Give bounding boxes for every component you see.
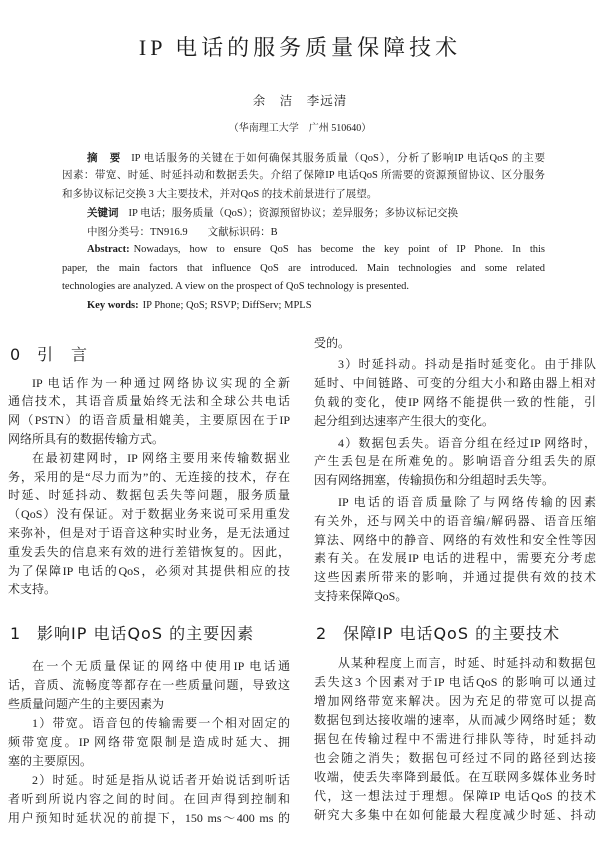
- paragraph: [314, 334, 596, 353]
- body-text-block: [8, 374, 290, 600]
- body-text-block: [8, 657, 290, 828]
- paragraph: [314, 434, 596, 490]
- text-line: 素有关。在发展IP 电话的进程中，需要充分考虑: [314, 551, 596, 566]
- text-line: 通信技术，其语音质量始终无法和全球公共电话: [8, 394, 290, 409]
- doc-code-label: 文献标识码：: [207, 225, 271, 238]
- paragraph: [8, 771, 290, 828]
- text-line: 在一个无质量保证的网络中使用IP 电话通: [32, 658, 290, 673]
- text-line: 者听到所说内容之间的时间。在回声得到控制和: [8, 791, 290, 806]
- section-number: 2: [316, 624, 327, 643]
- paragraph: [314, 493, 596, 606]
- abstract-cn-label: 摘 要: [87, 151, 122, 164]
- text-line: 支持来保障QoS。: [314, 588, 408, 603]
- text-line: 负载的变化，使IP 网络不能提供一致的性能，引: [314, 394, 596, 409]
- keywords-en-label: Key words:: [87, 299, 139, 311]
- paragraph: [8, 449, 290, 599]
- text-line: 这些因素所带来的影响，并通过提供有效的技术: [314, 570, 596, 585]
- text-line: 起分组到达速率产生很大的变化。: [314, 413, 495, 428]
- text-line: 1）带宽。语音包的传输需要一个相对固定的: [32, 715, 290, 730]
- text-line: 来弥补，但是对于语音这种实时业务，是无法通过: [8, 525, 290, 540]
- text-line: 塞的主要原因。: [8, 753, 93, 768]
- section-heading-introduction: [10, 344, 88, 366]
- text-line: 丢失这3 个因素对于IP 电话QoS 的影响可以通过: [314, 674, 596, 689]
- paragraph: [8, 374, 290, 449]
- text-line: 些质量问题产生的主要因素为: [8, 696, 165, 711]
- abstract-cn-line: 和多协议标记交换 3 大主要技术，并对QoS 的技术前景进行了展望。: [62, 188, 378, 200]
- text-line: 4）数据包丢失。语音分组在经过IP 网络时，: [338, 435, 596, 450]
- abstract-en-line: technologies are analyzed. A view on the prospect of QoS technology is presented.: [62, 281, 409, 293]
- section-title: 引 言: [37, 345, 89, 364]
- text-line: 重发丢失的信息来有效的进行差错恢复的。因此，: [8, 544, 290, 559]
- text-line: 据包在传输过程中不需进行排队等待，时延抖动: [314, 731, 596, 746]
- left-column: [8, 0, 290, 842]
- text-line: 延时、中间链路、可变的分组大小和路由器上相对: [314, 376, 596, 391]
- text-line: IP 电话作为一种通过网络协议实现的全新: [32, 375, 290, 390]
- text-line: 话，音质、流畅度等都存在一些质量问题，导致这: [8, 677, 290, 692]
- text-line: 用户预知时延状况的前提下，150 ms～400 ms 的: [8, 810, 290, 825]
- paragraph: [314, 654, 596, 825]
- keywords-cn-label: 关键词: [87, 207, 119, 220]
- section-number: 0: [10, 345, 21, 364]
- section-number: 1: [10, 624, 21, 643]
- body-text-block: [314, 334, 596, 606]
- section-title: 保障IP 电话QoS 的主要技术: [343, 624, 561, 643]
- doc-code-value: B: [270, 226, 278, 238]
- text-line: 为了保障IP 电话的QoS，必须对其提供相应的技: [8, 563, 290, 578]
- abstract-cn-line: 因素：带宽、时延、时延抖动和数据丢失。介绍了保障IP 电话QoS 所需要的资源预留协议、区分服务: [62, 170, 545, 182]
- text-line: 产生丢包是在所难免的。影响语音分组丢失的原: [314, 454, 596, 469]
- text-line: 数据包到达接收端的速率，从而减少网络时延；数: [314, 712, 596, 727]
- text-line: 代，这一想法过于理想。保障IP 电话QoS 的技术: [314, 788, 596, 803]
- abstract-en-text: Nowadays, how to ensure QoS has become the key point of IP Phone. In this: [133, 244, 545, 256]
- text-line: 算法、网络中的静音、网络的有效性和安全性等因: [314, 532, 596, 547]
- abstract-en-label: Abstract:: [87, 244, 130, 256]
- text-line: 收端，使丢失率降到最低。在互联网多媒体业务时: [314, 769, 596, 784]
- body-text-block: [314, 654, 596, 825]
- text-line: 2）时延。时延是指从说话者开始说话到听话: [32, 772, 290, 787]
- paragraph: [8, 714, 290, 771]
- clc-value: TN916.9: [150, 226, 188, 238]
- keywords-en-text: IP Phone; QoS; RSVP; DiffServ; MPLS: [142, 299, 312, 311]
- section-title: 影响IP 电话QoS 的主要因素: [37, 624, 255, 643]
- abstract-en-line: paper, the main factors that influence QoS are introduced. Main technologies and some related: [62, 262, 545, 274]
- author-list: 余 洁 李远清: [252, 94, 348, 108]
- text-line: 研究大多集中在如何能最大程度减少时延、抖动: [314, 807, 596, 822]
- text-line: 有关外，还与网关中的语音编/解码器、语音压缩: [314, 513, 596, 528]
- abstract-cn-text: IP 电话服务的关键在于如何确保其服务质量（QoS），分析了影响IP 电话QoS 的主要: [131, 152, 545, 164]
- paragraph: [314, 355, 596, 430]
- text-line: 务，采用的是“尽力而为”的、无连接的技术，存在: [8, 469, 290, 484]
- right-column: [314, 0, 596, 842]
- text-line: 受的。: [314, 335, 351, 350]
- text-line: 增加网络带宽来解决。因为充足的带宽可以提高: [314, 693, 596, 708]
- text-line: 网络所具有的数据传输方式。: [8, 431, 165, 446]
- text-line: （QoS）没有保证。对于数据业务来说可采用重发: [8, 507, 290, 522]
- text-line: 时延、时延抖动、数据包丢失等问题，服务质量: [8, 488, 290, 503]
- paper-title: IP 电话的服务质量保障技术: [138, 35, 462, 60]
- keywords-cn-text: IP 电话；服务质量（QoS）；资源预留协议；差异服务；多协议标记交换: [128, 208, 458, 220]
- text-line: 3）时延抖动。抖动是指时延变化。由于排队: [338, 357, 596, 372]
- paragraph: [8, 657, 290, 714]
- text-line: IP 电话的语音质量除了与网络传输的因素: [338, 494, 596, 509]
- affiliation: （华南理工大学 广州 510640）: [228, 123, 372, 134]
- section-heading-qos-techniques: [316, 623, 560, 645]
- text-line: 在最初建网时，IP 网络主要用来传输数据业: [32, 450, 290, 465]
- text-line: 从某种程度上而言，时延、时延抖动和数据包: [338, 655, 596, 670]
- text-line: 也会随之消失；数据包可经过不同的路径到达接: [314, 750, 596, 765]
- clc-label: 中图分类号：: [87, 225, 150, 238]
- text-line: 因有网络拥塞，传输损伤和分组超时丢失等。: [314, 473, 555, 488]
- text-line: 频带宽度。IP 网络带宽限制是造成时延大、拥: [8, 734, 290, 749]
- section-heading-qos-factors: [10, 623, 254, 645]
- text-line: 网（PSTN）的语音质量相媲美，主要原因在于IP: [8, 413, 290, 428]
- text-line: 术支持。: [8, 582, 57, 597]
